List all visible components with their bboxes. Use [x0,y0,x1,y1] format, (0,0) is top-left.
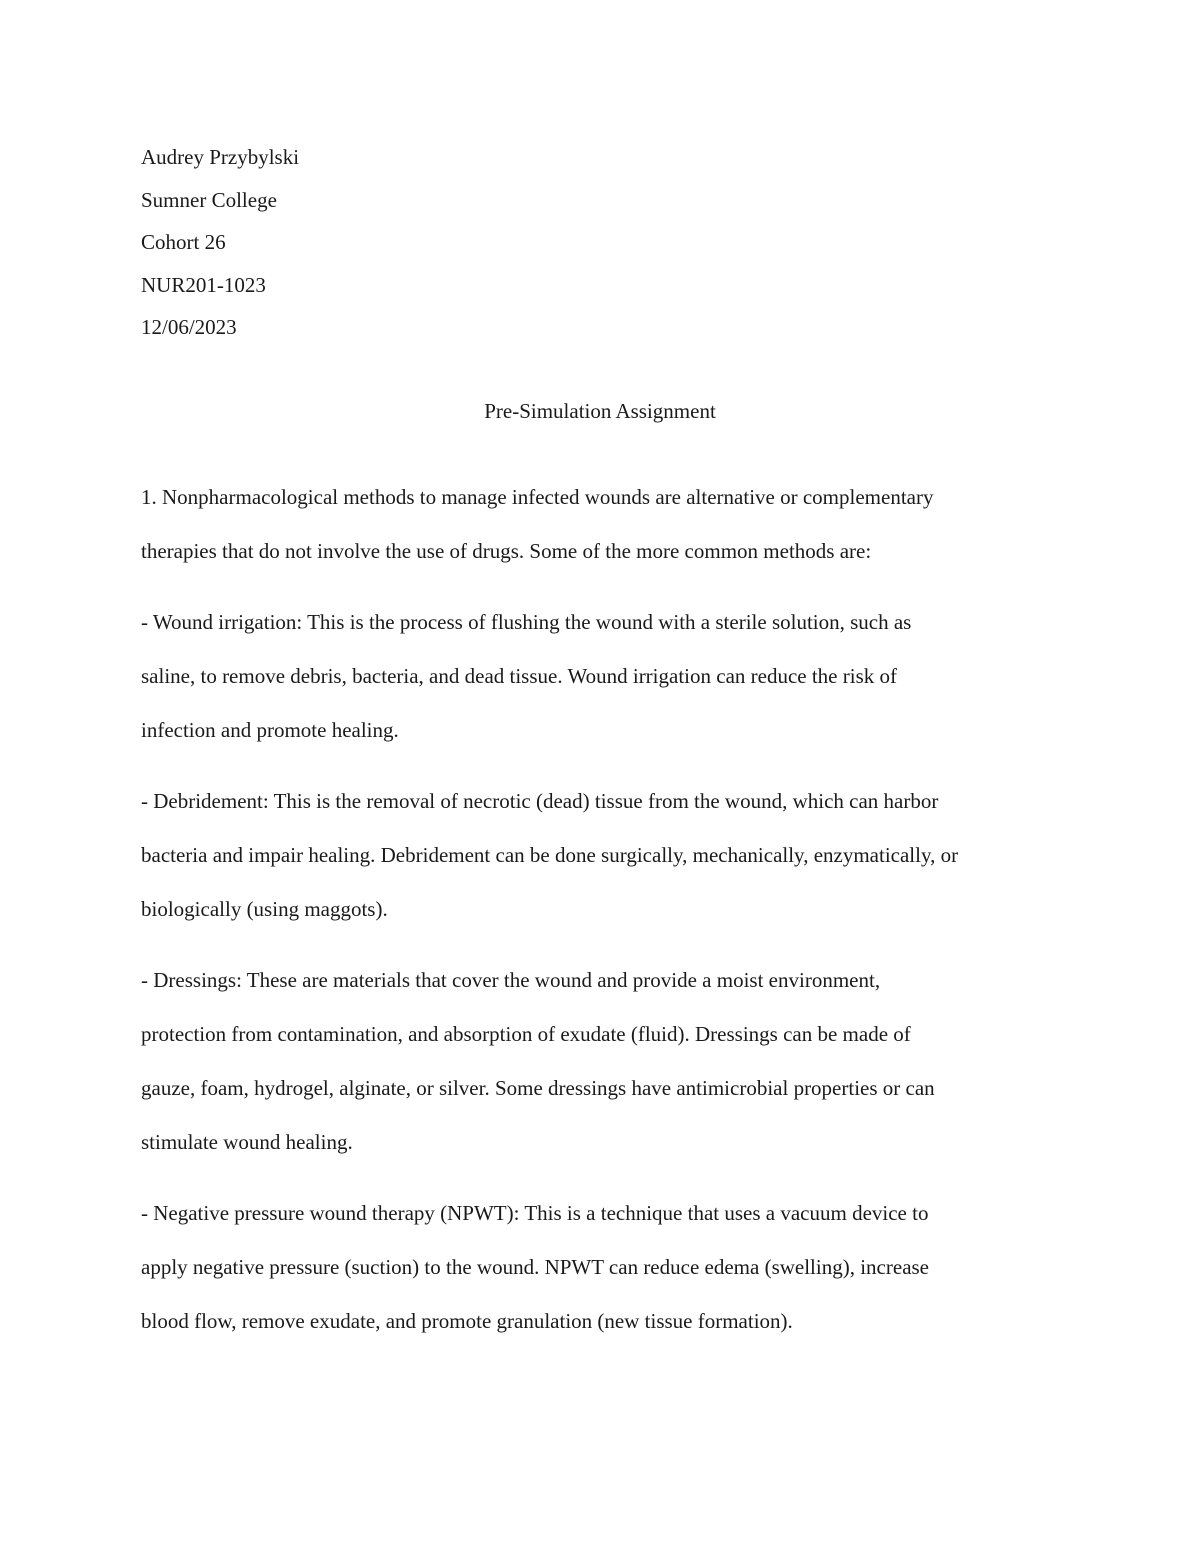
document-date: 12/06/2023 [141,315,237,339]
paragraph-line: therapies that do not involve the use of drugs. Some of the more common methods are: [141,539,872,563]
author-name: Audrey Przybylski [141,145,300,169]
document-header [141,142,1061,355]
paragraph-line: biologically (using maggots). [141,897,388,921]
paragraph-line: infection and promote healing. [141,718,399,742]
paragraph-line: bacteria and impair healing. Debridement can be done surgically, mechanically, enzymatically, or [141,843,959,867]
paragraph-line: - Debridement: This is the removal of necrotic (dead) tissue from the wound, which can harbor [141,789,939,813]
document-title: Pre-Simulation Assignment [484,399,716,423]
paragraph-wound-irrigation [141,607,1066,769]
paragraph-debridement [141,786,1066,948]
paragraph-line: protection from contamination, and absorption of exudate (fluid). Dressings can be made of [141,1022,911,1046]
paragraph-dressings [141,965,1066,1181]
paragraph-line: - Wound irrigation: This is the process of flushing the wound with a sterile solution, such as [141,610,912,634]
paragraph-npwt [141,1198,1066,1360]
paragraph-line: stimulate wound healing. [141,1130,353,1154]
cohort-label: Cohort 26 [141,230,226,254]
course-code: NUR201-1023 [141,272,266,297]
paragraph-line: - Dressings: These are materials that cover the wound and provide a moist environment, [141,968,881,992]
paragraph-line: blood flow, remove exudate, and promote granulation (new tissue formation). [141,1309,793,1333]
paragraph-line: apply negative pressure (suction) to the wound. NPWT can reduce edema (swelling), increase [141,1255,930,1279]
paragraph-line: 1. Nonpharmacological methods to manage infected wounds are alternative or complementary [141,485,934,509]
paragraph-line: - Negative pressure wound therapy (NPWT): This is a technique that uses a vacuum device to [141,1201,929,1225]
paragraph-line: gauze, foam, hydrogel, alginate, or silver. Some dressings have antimicrobial properties or can [141,1076,935,1100]
paragraph-line: saline, to remove debris, bacteria, and dead tissue. Wound irrigation can reduce the risk of [141,664,897,688]
paragraph-intro [141,482,1066,590]
institution-name: Sumner College [141,187,277,212]
document-body [141,482,1066,1377]
